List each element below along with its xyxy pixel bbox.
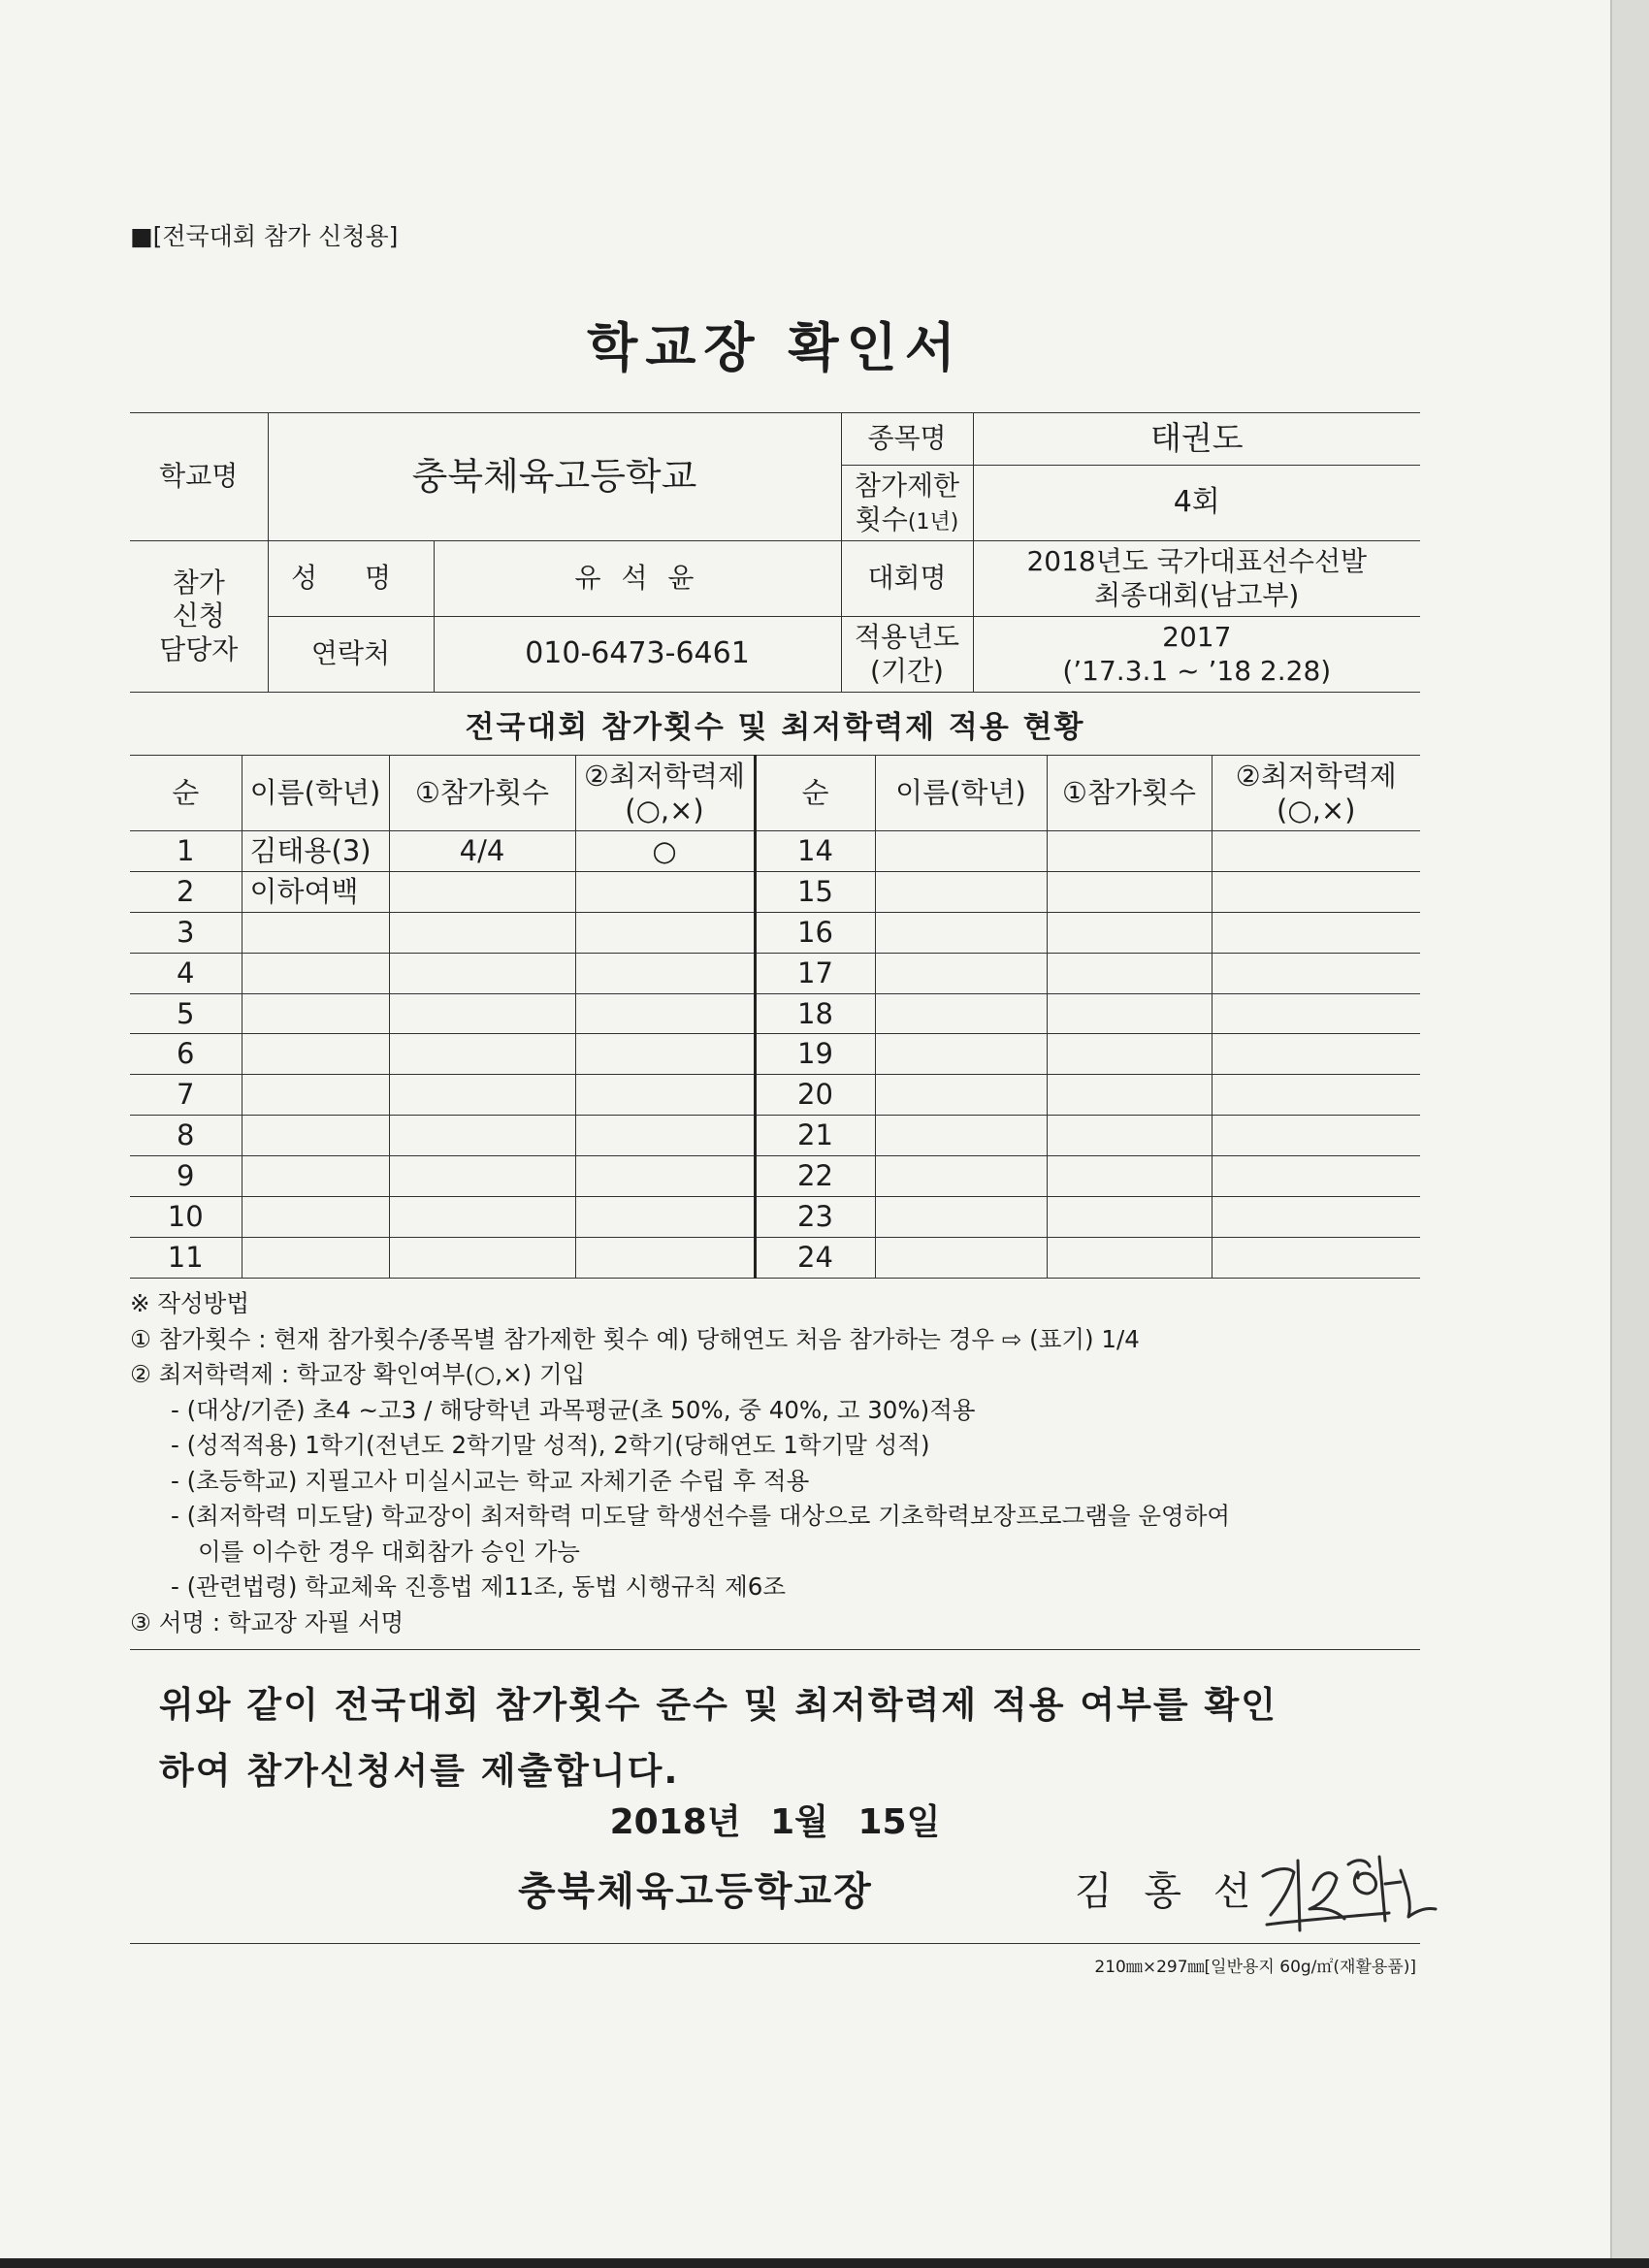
header-name: 이름(학년) bbox=[242, 756, 389, 831]
row-number-cell: 3 bbox=[130, 912, 242, 953]
min-academic-cell bbox=[575, 1034, 755, 1075]
apply-year-value-line2: (’17.3.1 ~ ’18 2.28) bbox=[1062, 654, 1332, 687]
student-name-cell bbox=[875, 871, 1047, 912]
name-label: 성 명 bbox=[268, 541, 434, 617]
student-name-cell bbox=[242, 912, 389, 953]
row-number-cell: 16 bbox=[755, 912, 875, 953]
competition-value bbox=[973, 541, 1420, 617]
applicant-label-line3: 담당자 bbox=[159, 632, 239, 665]
guide-subitem: - (초등학교) 지필고사 미실시교는 학교 자체기준 수립 후 적용 bbox=[171, 1466, 810, 1495]
student-name-cell bbox=[242, 1116, 389, 1156]
name-value: 유 석 윤 bbox=[434, 541, 841, 617]
declaration-date: 2018년 1월 15일 bbox=[609, 1802, 941, 1842]
apply-year-value-line1: 2017 bbox=[1162, 621, 1232, 654]
min-academic-cell bbox=[575, 912, 755, 953]
participation-count-cell bbox=[389, 1197, 575, 1238]
event-label: 종목명 bbox=[841, 413, 973, 466]
min-academic-cell bbox=[1212, 1156, 1420, 1197]
apply-year-label bbox=[841, 617, 973, 693]
applicant-info-table bbox=[130, 412, 1420, 693]
participation-count-cell bbox=[389, 871, 575, 912]
contact-value: 010-6473-6461 bbox=[434, 617, 841, 693]
participation-limit-label bbox=[841, 466, 973, 541]
participation-count-cell bbox=[1047, 1156, 1212, 1197]
student-name-cell bbox=[875, 953, 1047, 993]
header-min-academic bbox=[1212, 756, 1420, 831]
student-name-cell bbox=[875, 1156, 1047, 1197]
declaration-line1: 위와 같이 전국대회 참가횟수 준수 및 최저학력제 적용 여부를 확인 bbox=[159, 1684, 1277, 1726]
guide-item: ② 최저학력제 : 학교장 확인여부(○,×) 기입 bbox=[130, 1360, 586, 1388]
student-name-cell bbox=[242, 993, 389, 1034]
participation-count-cell bbox=[389, 1116, 575, 1156]
student-name-cell bbox=[875, 1034, 1047, 1075]
student-name-cell bbox=[875, 912, 1047, 953]
min-academic-cell bbox=[1212, 953, 1420, 993]
participation-count-cell bbox=[389, 1075, 575, 1116]
participation-count-cell bbox=[1047, 1116, 1212, 1156]
guide-item: ③ 서명 : 학교장 자필 서명 bbox=[130, 1607, 404, 1636]
min-academic-cell bbox=[1212, 912, 1420, 953]
student-name-cell bbox=[242, 1075, 389, 1116]
principal-name: 김 홍 선 bbox=[1075, 1869, 1261, 1914]
student-name-cell: 김태용(3) bbox=[242, 831, 389, 872]
handwritten-signature bbox=[1255, 1839, 1439, 1936]
school-head-title: 충북체육고등학교장 bbox=[518, 1869, 873, 1914]
scan-edge-bottom bbox=[0, 2258, 1649, 2268]
student-name-cell bbox=[875, 1237, 1047, 1278]
min-academic-cell bbox=[1212, 1237, 1420, 1278]
applicant-label-line2: 신청 bbox=[172, 599, 225, 632]
participation-count-cell bbox=[389, 1156, 575, 1197]
student-name-cell bbox=[242, 1197, 389, 1238]
participation-status-table bbox=[130, 692, 1420, 1279]
row-number-cell: 20 bbox=[755, 1075, 875, 1116]
limit-label-line2 bbox=[842, 503, 973, 536]
min-academic-cell bbox=[1212, 993, 1420, 1034]
min-academic-cell bbox=[1212, 1075, 1420, 1116]
row-number-cell: 17 bbox=[755, 953, 875, 993]
applicant-label bbox=[130, 541, 268, 693]
limit-label-main: 횟수 bbox=[855, 502, 908, 535]
row-number-cell: 1 bbox=[130, 831, 242, 872]
guide-subitem-continued: 이를 이수한 경우 대회참가 승인 가능 bbox=[198, 1537, 580, 1566]
competition-label: 대회명 bbox=[841, 541, 973, 617]
student-name-cell bbox=[875, 831, 1047, 872]
header-no: 순 bbox=[755, 756, 875, 831]
apply-year-label-line2: (기간) bbox=[870, 654, 944, 687]
row-number-cell: 15 bbox=[755, 871, 875, 912]
row-number-cell: 6 bbox=[130, 1034, 242, 1075]
row-number-cell: 8 bbox=[130, 1116, 242, 1156]
apply-year-value bbox=[973, 617, 1420, 693]
header-name: 이름(학년) bbox=[875, 756, 1047, 831]
guide-heading: ※ 작성방법 bbox=[130, 1289, 249, 1317]
guide-subitem: - (관련법령) 학교체육 진흥법 제11조, 동법 시행규칙 제6조 bbox=[171, 1572, 787, 1601]
row-number-cell: 7 bbox=[130, 1075, 242, 1116]
row-number-cell: 2 bbox=[130, 871, 242, 912]
row-number-cell: 4 bbox=[130, 953, 242, 993]
limit-label-line1: 참가제한 bbox=[854, 470, 960, 502]
table-row bbox=[130, 1075, 1420, 1116]
competition-value-line2: 최종대회(남고부) bbox=[1094, 578, 1300, 611]
header-min-academic-line2: (○,×) bbox=[625, 793, 704, 826]
school-label: 학교명 bbox=[130, 413, 268, 541]
participation-limit-value: 4회 bbox=[973, 466, 1420, 541]
row-number-cell: 11 bbox=[130, 1237, 242, 1278]
table-row bbox=[130, 831, 1420, 872]
student-name-cell bbox=[875, 1197, 1047, 1238]
student-name-cell bbox=[875, 1116, 1047, 1156]
min-academic-cell bbox=[1212, 1034, 1420, 1075]
table-row bbox=[130, 1237, 1420, 1278]
student-name-cell bbox=[242, 1156, 389, 1197]
divider-line bbox=[130, 1649, 1420, 1650]
min-academic-cell bbox=[575, 1197, 755, 1238]
table-row bbox=[130, 1116, 1420, 1156]
event-value: 태권도 bbox=[973, 413, 1420, 466]
guide-subitem: - (대상/기준) 초4 ~고3 / 해당학년 과목평균(초 50%, 중 40%, 고 30%)적용 bbox=[171, 1395, 976, 1424]
min-academic-cell bbox=[575, 1075, 755, 1116]
min-academic-cell bbox=[1212, 871, 1420, 912]
participation-count-cell bbox=[389, 1237, 575, 1278]
table-row bbox=[130, 1156, 1420, 1197]
min-academic-cell bbox=[575, 953, 755, 993]
table-row bbox=[130, 912, 1420, 953]
participation-count-cell bbox=[389, 993, 575, 1034]
student-name-cell bbox=[242, 953, 389, 993]
header-min-academic-line1: ②최저학력제 bbox=[583, 759, 746, 793]
status-table-title: 전국대회 참가횟수 및 최저학력제 적용 현황 bbox=[130, 693, 1420, 756]
row-number-cell: 21 bbox=[755, 1116, 875, 1156]
min-academic-cell bbox=[1212, 831, 1420, 872]
participation-count-cell bbox=[1047, 993, 1212, 1034]
scan-edge-right bbox=[1610, 0, 1649, 2268]
row-number-cell: 18 bbox=[755, 993, 875, 1034]
min-academic-cell bbox=[575, 1237, 755, 1278]
competition-value-line1: 2018년도 국가대표선수선발 bbox=[1026, 545, 1368, 578]
guide-subitem: - (성적적용) 1학기(전년도 2학기말 성적), 2학기(당해연도 1학기말 성적) bbox=[171, 1431, 930, 1459]
student-name-cell bbox=[242, 1034, 389, 1075]
header-participation-count: ①참가횟수 bbox=[389, 756, 575, 831]
table-row bbox=[130, 953, 1420, 993]
min-academic-cell bbox=[1212, 1116, 1420, 1156]
row-number-cell: 23 bbox=[755, 1197, 875, 1238]
participation-count-cell bbox=[389, 912, 575, 953]
row-number-cell: 9 bbox=[130, 1156, 242, 1197]
student-name-cell bbox=[875, 1075, 1047, 1116]
participation-count-cell bbox=[1047, 1237, 1212, 1278]
student-name-cell: 이하여백 bbox=[242, 871, 389, 912]
limit-label-sub: (1년) bbox=[907, 509, 959, 535]
participation-count-cell bbox=[1047, 1075, 1212, 1116]
applicant-label-line1: 참가 bbox=[172, 567, 225, 599]
row-number-cell: 24 bbox=[755, 1237, 875, 1278]
guide-item: ① 참가횟수 : 현재 참가횟수/종목별 참가제한 횟수 예) 당해연도 처음 참가하는 경우 ⇨ (표기) 1/4 bbox=[130, 1324, 1140, 1353]
form-type-tag: ■[전국대회 참가 신청용] bbox=[130, 222, 399, 250]
document-title: 학교장 확인서 bbox=[587, 317, 963, 378]
participation-count-cell bbox=[389, 1034, 575, 1075]
row-number-cell: 5 bbox=[130, 993, 242, 1034]
header-participation-count: ①참가횟수 bbox=[1047, 756, 1212, 831]
table-row bbox=[130, 1197, 1420, 1238]
min-academic-cell bbox=[575, 1156, 755, 1197]
paper-spec: 210㎜×297㎜[일반용지 60g/㎡(재활용품)] bbox=[1094, 1958, 1416, 1977]
contact-label: 연락처 bbox=[268, 617, 434, 693]
row-number-cell: 10 bbox=[130, 1197, 242, 1238]
min-academic-cell bbox=[575, 1116, 755, 1156]
participation-count-cell bbox=[1047, 953, 1212, 993]
min-academic-cell bbox=[1212, 1197, 1420, 1238]
guide-subitem: - (최저학력 미도달) 학교장이 최저학력 미도달 학생선수를 대상으로 기초학력보장프로그램을 운영하여 bbox=[171, 1502, 1231, 1530]
header-min-academic-line1: ②최저학력제 bbox=[1235, 759, 1397, 793]
row-number-cell: 14 bbox=[755, 831, 875, 872]
row-number-cell: 19 bbox=[755, 1034, 875, 1075]
min-academic-cell: ○ bbox=[575, 831, 755, 872]
student-name-cell bbox=[875, 993, 1047, 1034]
participation-count-cell bbox=[1047, 871, 1212, 912]
header-no: 순 bbox=[130, 756, 242, 831]
school-name: 충북체육고등학교 bbox=[268, 413, 841, 541]
header-min-academic bbox=[575, 756, 755, 831]
participation-count-cell bbox=[1047, 1197, 1212, 1238]
writing-guide bbox=[130, 1286, 1420, 1640]
participation-count-cell: 4/4 bbox=[389, 831, 575, 872]
header-min-academic-line2: (○,×) bbox=[1277, 793, 1356, 826]
table-row bbox=[130, 871, 1420, 912]
min-academic-cell bbox=[575, 871, 755, 912]
table-row bbox=[130, 1034, 1420, 1075]
student-name-cell bbox=[242, 1237, 389, 1278]
participation-count-cell bbox=[1047, 912, 1212, 953]
table-row bbox=[130, 993, 1420, 1034]
min-academic-cell bbox=[575, 993, 755, 1034]
declaration-text bbox=[159, 1672, 1410, 1804]
participation-count-cell bbox=[389, 953, 575, 993]
declaration-line2: 하여 참가신청서를 제출합니다. bbox=[159, 1750, 680, 1792]
row-number-cell: 22 bbox=[755, 1156, 875, 1197]
apply-year-label-line1: 적용년도 bbox=[854, 621, 960, 654]
participation-count-cell bbox=[1047, 1034, 1212, 1075]
participation-count-cell bbox=[1047, 831, 1212, 872]
footer-line bbox=[130, 1943, 1420, 1944]
